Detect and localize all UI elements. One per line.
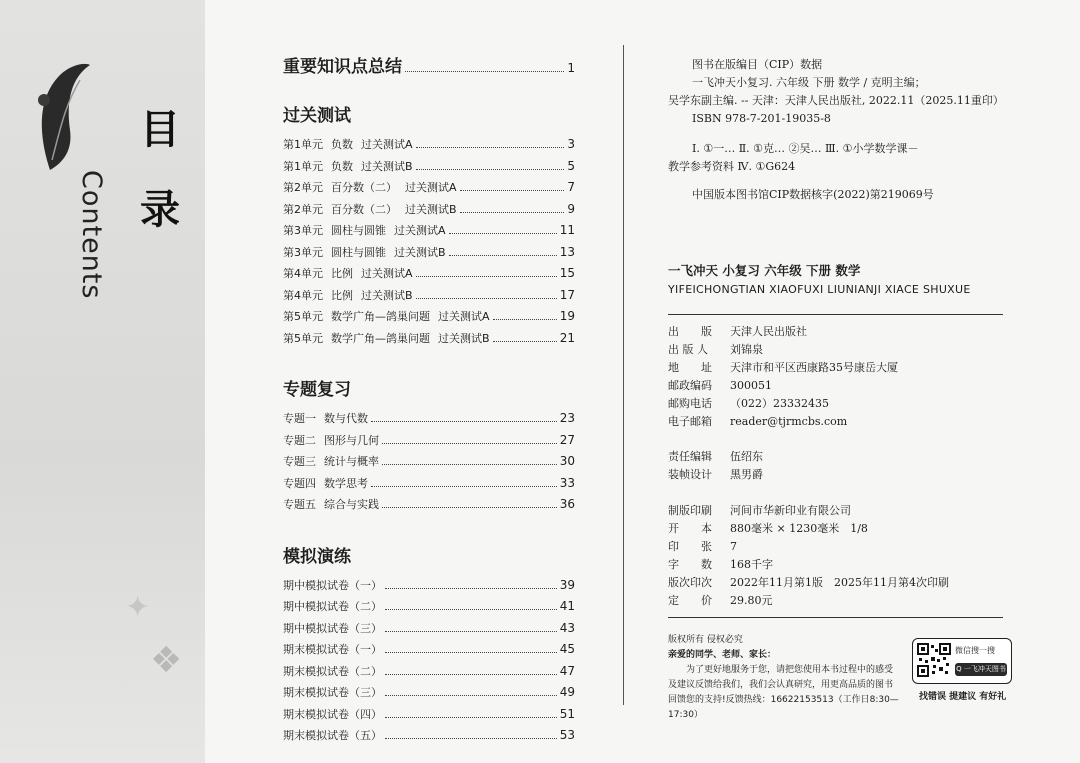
page-number: 13 [559, 244, 575, 259]
toc-entry-label [283, 641, 382, 657]
page-number: 41 [559, 599, 575, 613]
toc-unit: 期中模拟试卷（一） [283, 578, 382, 592]
dot-leader [449, 255, 557, 256]
page-number: 17 [559, 287, 575, 302]
toc-unit: 第1单元 [283, 138, 323, 151]
qr-code-icon [917, 643, 951, 677]
page-number: 53 [559, 728, 575, 742]
toc-sections [283, 101, 575, 749]
toc-topic: 负数 [331, 138, 353, 151]
dot-leader [382, 507, 557, 508]
dot-leader [382, 443, 557, 444]
page-divider [623, 45, 624, 705]
info-row [668, 519, 949, 537]
toc-entry-label [283, 158, 413, 174]
toc-entry[interactable] [283, 222, 575, 244]
toc-entry-label [283, 453, 379, 469]
toc-test: 过关测试B [361, 288, 413, 302]
toc-topic: 百分数（二） [331, 202, 397, 216]
info-value: 7 [730, 539, 737, 553]
title-char-2: 录 [140, 187, 180, 233]
toc-topic: 图形与几何 [324, 433, 379, 447]
toc-unit: 第4单元 [283, 267, 323, 280]
toc-test: 过关测试B [438, 331, 490, 345]
toc-entry-label [283, 222, 446, 238]
toc-topic: 数学思考 [324, 476, 368, 490]
toc-entry[interactable] [283, 727, 575, 749]
toc-unit: 第4单元 [283, 288, 323, 302]
toc-top-entry[interactable] [283, 52, 575, 77]
info-key: 印 张 [668, 540, 712, 553]
info-row [668, 447, 763, 465]
wechat-search-label: 微信搜一搜 [955, 646, 995, 655]
cip-line1: 一飞冲天小复习. 六年级 下册 数学 / 克明主编； [692, 76, 926, 89]
dot-leader [416, 276, 557, 277]
toc-topic: 圆柱与圆锥 [331, 224, 386, 237]
cover-band [0, 0, 205, 763]
rule-line-bottom [668, 617, 1003, 618]
info-value: （022）23332435 [730, 397, 829, 410]
info-row [668, 555, 949, 573]
toc-test: 过关测试B [405, 202, 457, 216]
toc-entry[interactable] [283, 453, 575, 475]
toc-test: 过关测试A [361, 138, 413, 151]
dot-leader [385, 717, 557, 718]
page-number: 30 [559, 454, 575, 468]
dot-leader [460, 212, 565, 213]
toc-entry[interactable] [283, 330, 575, 352]
toc-topic: 负数 [331, 159, 353, 173]
page-number: 7 [567, 180, 575, 194]
toc-topic: 圆柱与圆锥 [331, 245, 386, 259]
print-info [668, 501, 949, 609]
toc-entry-label [283, 663, 382, 679]
page-number: 21 [559, 330, 575, 345]
section-heading: 模拟演练 [283, 546, 351, 567]
dot-leader [371, 486, 557, 487]
toc-entry[interactable] [283, 496, 575, 518]
toc-entry-label [283, 287, 413, 303]
toc-topic: 比例 [331, 267, 353, 280]
toc-test: 过关测试B [394, 245, 446, 259]
toc-entry-label [283, 136, 413, 152]
page-number: 1 [567, 61, 575, 75]
page-number: 5 [567, 158, 575, 173]
page-number: 49 [559, 685, 575, 699]
toc-entry-label [283, 265, 413, 281]
section-heading: 专题复习 [283, 380, 351, 400]
dot-leader [385, 674, 557, 675]
toc-test: 过关测试A [361, 267, 413, 280]
dot-leader [416, 298, 557, 299]
toc-topic: 比例 [331, 288, 353, 302]
toc-unit: 第5单元 [283, 331, 323, 345]
toc-unit: 专题四 [283, 476, 316, 490]
info-row [668, 340, 898, 358]
info-key: 电子邮箱 [668, 415, 712, 428]
page-number: 33 [559, 475, 575, 490]
toc-entry[interactable] [283, 410, 575, 432]
dot-leader [385, 609, 557, 610]
info-value: 黑男爵 [730, 468, 763, 481]
feedback-body-2: 及建议反馈给我们，我们会认真研究，用更高品质的图书 [668, 680, 894, 690]
page-number: 45 [559, 642, 575, 656]
dot-leader [449, 233, 557, 234]
feedback-body-3: 回馈您的支持!反馈热线：16622153513（工作日8:30—17:30） [668, 695, 899, 720]
toc-entry[interactable] [283, 244, 575, 266]
dot-leader [385, 652, 557, 653]
info-value: 168千字 [730, 558, 773, 571]
info-key: 装帧设计 [668, 468, 712, 481]
wechat-search-box[interactable] [912, 638, 1012, 684]
page-number: 43 [559, 620, 575, 635]
info-row [668, 394, 898, 412]
toc-unit: 专题五 [283, 498, 316, 511]
info-value: 2022年11月第1版 2025年11月第4次印刷 [730, 576, 949, 589]
toc-test: 过关测试B [361, 159, 413, 173]
background-watermark-2: ❖ [150, 640, 183, 681]
dot-leader [493, 341, 557, 342]
info-value: 880毫米 × 1230毫米 1/8 [730, 522, 868, 535]
info-value: 天津人民出版社 [730, 325, 807, 338]
toc-entry-label [283, 598, 382, 614]
toc-unit: 第5单元 [283, 310, 323, 323]
info-row [668, 358, 898, 376]
rights-notice: 版权所有 侵权必究 [668, 635, 743, 645]
info-row [668, 376, 898, 394]
toc-entry-label [283, 727, 382, 743]
info-value: 300051 [730, 378, 772, 392]
book-title-en: YIFEICHONGTIAN XIAOFUXI LIUNIANJI XIACE SHUXUE [668, 283, 971, 296]
dot-leader [385, 738, 557, 739]
cip-block [668, 56, 1008, 204]
toc-entry-label [283, 577, 382, 593]
dot-leader [460, 190, 565, 191]
info-key: 地 址 [668, 361, 712, 374]
toc-unit: 专题三 [283, 455, 316, 468]
dot-leader [385, 695, 557, 696]
background-watermark: ✦ [125, 590, 151, 625]
toc-entry-label [283, 475, 368, 491]
info-key: 责任编辑 [668, 450, 712, 463]
dot-leader [371, 421, 557, 422]
toc-unit: 期末模拟试卷（二） [283, 664, 382, 678]
toc-topic: 数学广角—鸽巢问题 [331, 310, 430, 323]
page-number: 15 [559, 266, 575, 280]
toc-unit: 期末模拟试卷（四） [283, 707, 382, 721]
info-key: 版次印次 [668, 576, 712, 589]
toc-topic: 百分数（二） [331, 181, 397, 194]
dot-leader [385, 588, 557, 589]
toc-topic: 综合与实践 [324, 498, 379, 511]
page-number: 3 [567, 137, 575, 151]
toc-entry-label [283, 496, 379, 512]
rule-line [668, 314, 1003, 315]
toc-unit: 第3单元 [283, 224, 323, 237]
toc-unit: 期末模拟试卷（一） [283, 643, 382, 656]
search-tag: Q 一飞冲天图书 [955, 663, 1007, 676]
toc-entry[interactable] [283, 475, 575, 497]
info-row [668, 465, 763, 483]
page-number: 27 [559, 432, 575, 447]
dot-leader [493, 319, 557, 320]
toc-test: 过关测试A [438, 310, 490, 323]
toc-entry-label [283, 706, 382, 722]
toc-entry[interactable] [283, 641, 575, 663]
info-value: reader@tjrmcbs.com [730, 414, 848, 428]
page-number: 19 [559, 309, 575, 323]
toc-entry[interactable] [283, 684, 575, 706]
toc-entry-label [283, 244, 446, 260]
greeting: 亲爱的同学、老师、家长： [668, 650, 777, 660]
cip-line2: 吴学东副主编. -- 天津：天津人民出版社, 2022.11（2025.11重印） [668, 94, 1004, 107]
publisher-info [668, 322, 898, 430]
feedback-slogan: 找错误 提建议 有好礼 [919, 692, 1007, 702]
dot-leader [416, 147, 565, 148]
section-heading: 过关测试 [283, 106, 351, 126]
toc-entry-label [283, 201, 457, 217]
dot-leader [405, 71, 564, 72]
info-row [668, 537, 949, 555]
toc-unit: 期中模拟试卷（三） [283, 621, 382, 635]
toc-entry[interactable] [283, 136, 575, 158]
toc-entry[interactable] [283, 577, 575, 599]
toc-unit: 期末模拟试卷（三） [283, 686, 382, 699]
dot-leader [416, 169, 565, 170]
leaf-decoration-icon [30, 60, 90, 170]
info-key: 字 数 [668, 558, 712, 571]
page-number: 39 [559, 577, 575, 592]
contents-label: Contents [76, 170, 107, 300]
info-row [668, 591, 949, 609]
cip-isbn: ISBN 978-7-201-19035-8 [692, 112, 831, 125]
page-number: 23 [559, 411, 575, 425]
toc-unit: 期中模拟试卷（二） [283, 600, 382, 613]
toc-topic: 数学广角—鸽巢问题 [331, 331, 430, 345]
info-key: 邮购电话 [668, 397, 712, 410]
feedback-note [668, 633, 908, 723]
info-row [668, 412, 898, 430]
toc-topic: 数与代数 [324, 412, 368, 425]
dot-leader [385, 631, 557, 632]
table-of-contents [283, 52, 575, 749]
toc-unit: 专题二 [283, 433, 316, 447]
info-row [668, 501, 949, 519]
info-key: 出 版 人 [668, 343, 708, 356]
toc-entry[interactable] [283, 620, 575, 642]
info-row [668, 322, 898, 340]
toc-test: 过关测试A [394, 224, 446, 237]
info-value: 刘锦泉 [730, 343, 763, 356]
cip-heading: 图书在版编目（CIP）数据 [692, 58, 823, 71]
info-row [668, 573, 949, 591]
page-number: 11 [559, 223, 575, 237]
toc-unit: 第2单元 [283, 202, 323, 216]
book-title-cn: 一飞冲天 小复习 六年级 下册 数学 [668, 263, 861, 278]
toc-entry[interactable] [283, 432, 575, 454]
toc-entry[interactable] [283, 179, 575, 201]
info-key: 邮政编码 [668, 379, 712, 392]
toc-entry[interactable] [283, 706, 575, 728]
toc-unit: 专题一 [283, 412, 316, 425]
toc-entry-label [283, 432, 379, 448]
editor-info [668, 447, 763, 483]
toc-top-label: 重要知识点总结 [283, 57, 402, 77]
toc-entry[interactable] [283, 265, 575, 287]
toc-entry[interactable] [283, 287, 575, 309]
toc-entry-label [283, 308, 490, 324]
toc-entry-label [283, 330, 490, 346]
page-title [140, 107, 200, 233]
toc-entry[interactable] [283, 201, 575, 223]
page-number: 36 [559, 497, 575, 511]
page-number: 51 [559, 706, 575, 721]
toc-topic: 统计与概率 [324, 455, 379, 468]
feedback-body-1: 为了更好地服务于您，请把您使用本书过程中的感受 [686, 665, 894, 675]
info-value: 河间市华新印业有限公司 [730, 504, 851, 517]
toc-unit: 第3单元 [283, 245, 323, 259]
title-char-1: 目 [140, 107, 180, 153]
toc-entry-label [283, 620, 382, 636]
info-value: 天津市和平区西康路35号康岳大厦 [730, 361, 898, 374]
info-value: 29.80元 [730, 594, 773, 607]
info-key: 制版印刷 [668, 504, 712, 517]
page-number: 47 [559, 663, 575, 678]
toc-entry[interactable] [283, 598, 575, 620]
toc-unit: 第2单元 [283, 181, 323, 194]
toc-entry[interactable] [283, 663, 575, 685]
toc-entry-label [283, 684, 382, 700]
info-key: 定 价 [668, 594, 712, 607]
toc-entry-label [283, 410, 368, 426]
toc-unit: 期末模拟试卷（五） [283, 729, 382, 742]
cip-class2: 教学参考资料 Ⅳ. ①G624 [668, 160, 796, 173]
cip-record: 中国版本图书馆CIP数据核字(2022)第219069号 [692, 188, 934, 201]
info-value: 伍绍东 [730, 450, 763, 463]
toc-entry[interactable] [283, 158, 575, 180]
info-key: 开 本 [668, 522, 712, 535]
info-key: 出 版 [668, 325, 712, 338]
toc-entry-label [283, 179, 457, 195]
page-number: 9 [567, 201, 575, 216]
cip-class1: Ⅰ. ①一… Ⅱ. ①克… ②吴… Ⅲ. ①小学数学课－ [692, 142, 919, 155]
toc-test: 过关测试A [405, 181, 457, 194]
toc-unit: 第1单元 [283, 159, 323, 173]
dot-leader [382, 464, 557, 465]
toc-entry[interactable] [283, 308, 575, 330]
